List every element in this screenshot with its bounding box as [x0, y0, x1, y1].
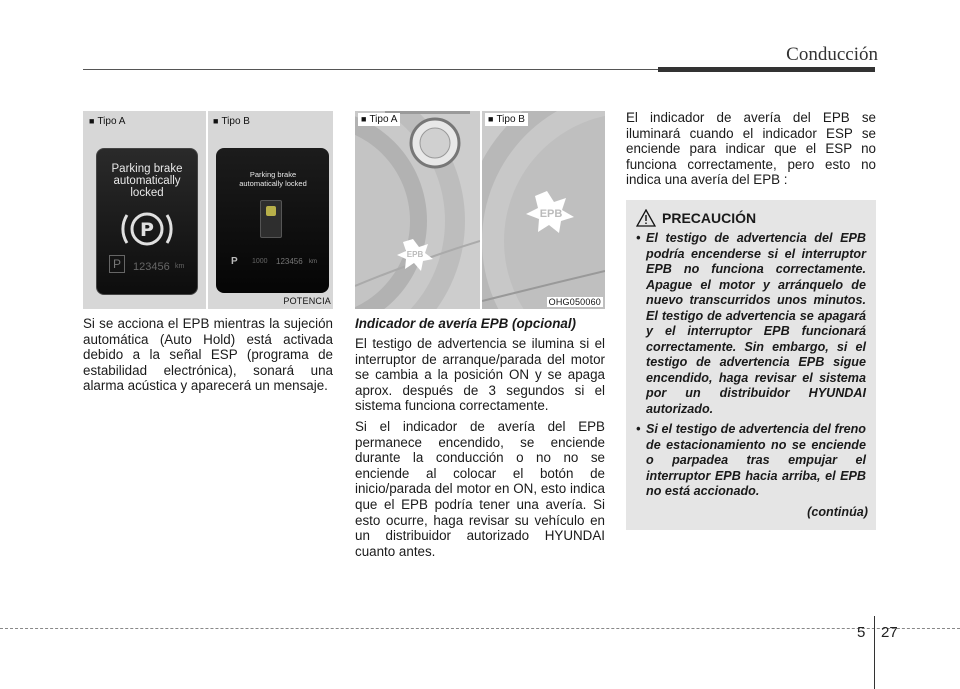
caution-item: • El testigo de advertencia del EPB podría encenderse si el interruptor EPB no funciona correctamente. Apague el motor y arránquelo de nuevo transcurridos unos minutos. El testigo de advertencia se apagará y el interruptor EPB funcionará correctamente. Sin embargo, si el testigo de advertencia EPB sigue encendido, haga revisar el sistema por un distribuidor HYUNDAI autorizado.	[626, 231, 866, 417]
odometer-value: 123456	[133, 261, 170, 273]
caution-header	[636, 209, 756, 227]
odometer-unit: km	[309, 259, 317, 265]
square-bullet-icon: ■	[213, 116, 219, 126]
epb-indicator-paragraph-1: El testigo de advertencia se ilumina si el interruptor de arranque/parada del motor se cambia a la posición ON y se apaga aprox. después de 3 segundos si el sistema funciona correctamente.	[355, 336, 605, 414]
parking-brake-message: Parking brake automatically locked	[239, 170, 307, 188]
page-number: 27	[881, 624, 898, 641]
figure-divider	[206, 111, 208, 309]
square-bullet-icon: ■	[488, 114, 494, 124]
square-bullet-icon: ■	[89, 116, 95, 126]
auto-hold-paragraph: Si se acciona el EPB mientras la sujeción automática (Auto Hold) está activada debido a la señal ESP (programa de estabilidad electrónica), sonará una alarma acústica y aparecerá un mensaje.	[83, 316, 333, 394]
svg-text:P: P	[140, 219, 154, 241]
tipo-a-label: ■ Tipo A	[89, 116, 126, 127]
epb-indicator-heading: Indicador de avería EPB (opcional)	[355, 316, 576, 331]
warning-triangle-icon	[636, 209, 656, 227]
gear-p-icon: P	[109, 255, 125, 273]
section-title: Conducción	[786, 44, 878, 65]
page-number-divider	[874, 616, 875, 689]
odometer-value: 123456	[276, 257, 303, 266]
trip-value: 1000	[252, 258, 268, 265]
esp-paragraph: El indicador de avería del EPB se iluminará cuando el indicador ESP se enciende para indicar que el ESP no funciona correctamente, pero esto no indica una avería del EPB :	[626, 110, 876, 188]
caution-list	[626, 231, 866, 505]
footer-dashed-rule	[0, 628, 960, 629]
caution-title: PRECAUCIÓN	[662, 210, 757, 226]
cluster-display-type-b	[216, 148, 329, 293]
continued-label: (continúa)	[807, 505, 868, 519]
odometer-unit: km	[175, 263, 185, 270]
figure-code: OHG050060	[548, 297, 601, 307]
epb-switch-icon	[260, 200, 282, 238]
chapter-number: 5	[857, 624, 866, 641]
gauge-illustration-type-a	[355, 111, 480, 309]
caution-item: • Si el testigo de advertencia del freno de estacionamiento no se enciende o parpadea tras empujar el interruptor EPB hacia arriba, el EPB no está accionado.	[626, 422, 866, 500]
cluster-display-type-a	[96, 148, 198, 295]
parking-brake-message: Parking brake automatically locked	[111, 163, 183, 199]
epb-switch-lamp	[266, 206, 276, 216]
gear-p-icon: P	[231, 256, 238, 267]
epb-badge-large: EPB	[539, 208, 563, 220]
epb-indicator-paragraph-2: Si el indicador de avería del EPB permanece encendido, se enciende durante la conducción o no no se enciende al colocar el botón de inicio/parada del motor en ON, esto indica que el EPB podría tener una avería. Si esto ocurre, haga revisar su vehículo en un distribuidor autorizado HYUNDAI cuanto antes.	[355, 418, 605, 559]
tipo-b-label: ■ Tipo B	[213, 116, 250, 127]
square-bullet-icon: ■	[361, 114, 367, 124]
epb-badge-small: EPB	[406, 250, 424, 259]
column-2	[355, 316, 605, 559]
figure-code: POTENCIA	[283, 296, 331, 306]
tipo-b-label: ■ Tipo B	[485, 113, 528, 126]
tipo-a-label: ■ Tipo A	[358, 113, 400, 126]
parking-brake-warning-icon	[119, 207, 175, 256]
figure-epb-indicator	[355, 111, 605, 309]
header-rule-accent	[658, 67, 875, 72]
caution-box	[626, 200, 876, 530]
